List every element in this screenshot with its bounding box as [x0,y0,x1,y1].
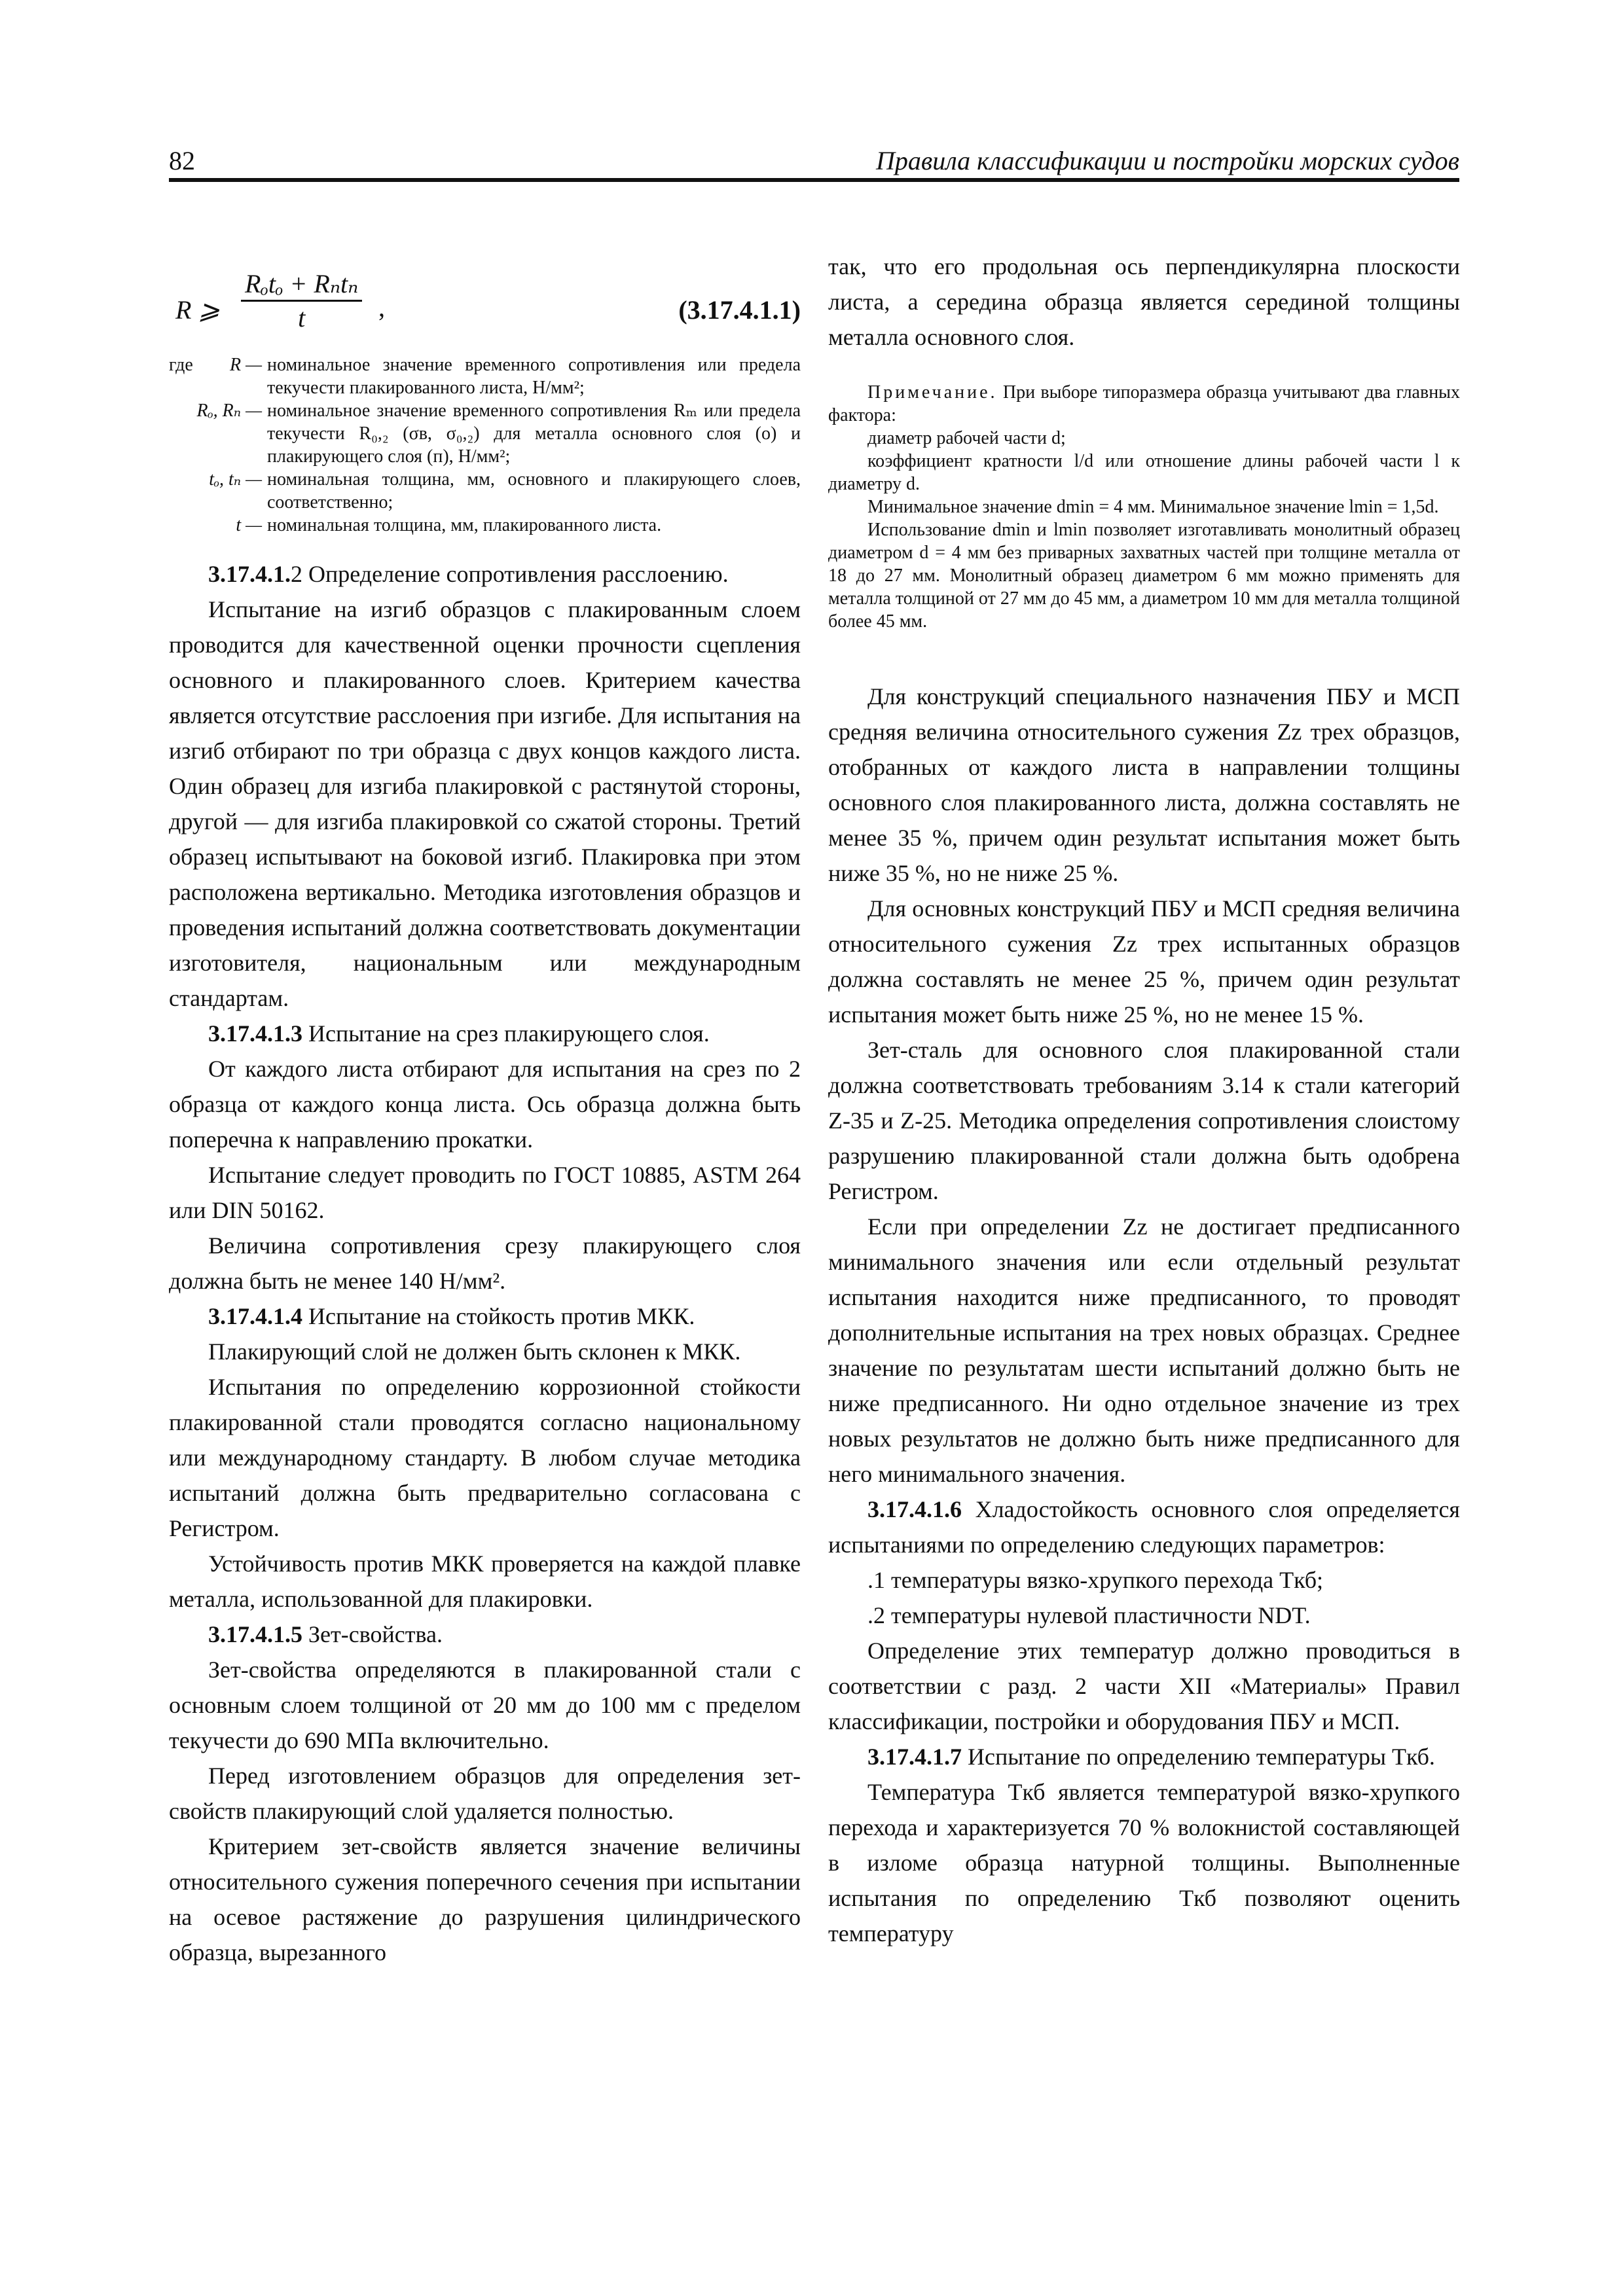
formula-denominator: t [298,303,306,332]
section-number: 3.17.4.1. [208,561,291,587]
paragraph: Критерием зет-свойств является значение величины относительного сужения поперечного сечения при испытании на осевое растяжение до разрушения цилиндрического образца, вырезанного [169,1833,801,1965]
formula-fraction [241,268,362,334]
section-number: 3.17.4.1.4 [208,1303,302,1329]
note-text: При выборе типоразмера образца учитывают два главных фактора: [828,382,1460,425]
section-heading [169,1617,801,1652]
list-item: .2 температуры нулевой пластичности NDT. [867,1602,1311,1628]
paragraph: Зет-свойства определяются в плакированной стали с основным слоем толщиной от 20 мм до 100 мм с пределом текучести до 690 МПа включительно. [169,1657,801,1753]
section-title: Испытание на стойкость против МКК. [302,1303,695,1329]
section-number: 3.17.4.1.7 [867,1744,962,1770]
note-block [828,381,1460,633]
paragraph: Температура Tкб является температурой вязко-хрупкого перехода и характеризуется 70 % волокнистой составляющей в изломе образца натурной толщины. Выполненные испытания по определению Tкб позволяют оценить температуру [828,1779,1460,1946]
section-title: Хладостойкость основного слоя определяется испытаниями по определению следующих параметров: [828,1496,1460,1558]
paragraph: Плакирующий слой не должен быть склонен к МКК. [208,1338,741,1365]
formula-legend [169,353,801,537]
paragraph: Определение этих температур должно проводиться в соответствии с разд. 2 части XII «Материалы» Правил классификации, постройки и оборудования ПБУ и МСП. [828,1638,1460,1734]
paragraph: так, что его продольная ось перпендикулярна плоскости листа, а середина образца является серединой толщины металла основного слоя. [828,253,1460,350]
legend-symbol: Rₒ, Rₙ — [196,401,262,421]
paragraph: Устойчивость против МКК проверяется на каждой плавке металла, использованной для плакировки. [169,1551,801,1612]
section-heading [169,1299,801,1334]
legend-symbol: tₒ, tₙ — [209,469,262,490]
paragraph: Для конструкций специального назначения ПБУ и МСП средняя величина относительного сужения Zz трех образцов, отобранных от каждого листа в направлении толщины основного слоя плакированного листа, должна составлять не менее 35 %, причем один результат испытания может быть ниже 35 %, но не ниже 25 %. [828,683,1460,886]
where-label: где [169,355,193,375]
note-line: Минимальное значение dmin = 4 мм. Минимальное значение lmin = 1,5d. [867,497,1439,517]
note-line: Использование dmin и lmin позволяет изготавливать монолитный образец диаметром d = 4 мм без приварных захватных частей при толщине металла от 18 до 27 мм. Монолитный образец диаметром 6 мм можно применять для металла толщиной от 27 мм до 45 мм, а диаметром 10 мм для металла толщиной более 45 мм. [828,520,1460,632]
legend-symbol: t — [236,515,262,535]
page-number: 82 [169,146,195,175]
paragraph: Испытания по определению коррозионной стойкости плакированной стали проводятся согласно национальному или международному стандарту. В любом случае методика испытаний должна быть предварительно согласована с Регистром. [169,1374,801,1541]
paragraph: Перед изготовлением образцов для определения зет-свойств плакирующий слой удаляется полностью. [169,1763,801,1824]
section-heading [828,1492,1460,1562]
section-title: Испытание на срез плакирующего слоя. [302,1020,710,1047]
section-title: Испытание по определению температуры Tкб. [962,1744,1435,1770]
section-title: Определение сопротивления расслоению. [302,561,729,587]
section-heading [169,1016,801,1051]
paragraph: Для основных конструкций ПБУ и МСП средняя величина относительного сужения Zz трех испытанных образцов должна составлять не менее 25 %, причем один результат испытания может быть ниже 25 %, но не менее 15 %. [828,895,1460,1028]
paragraph: Величина сопротивления срезу плакирующего слоя должна быть не менее 140 Н/мм². [169,1232,801,1294]
formula-number: (3.17.4.1.1) [678,295,801,325]
formula-comma: , [378,293,385,322]
section-heading [828,1739,1460,1774]
note-line: диаметр рабочей части d; [867,428,1066,448]
paragraph: Испытание следует проводить по ГОСТ 10885, ASTM 264 или DIN 50162. [169,1162,801,1223]
paragraph: От каждого листа отбирают для испытания на срез по 2 образца от каждого конца листа. Ось образца должна быть поперечна к направлению прокатки. [169,1056,801,1153]
running-title: Правила классификации и постройки морских судов [875,146,1459,175]
formula-lhs: R ⩾ [175,295,220,325]
paragraph: Зет-сталь для основного слоя плакированной стали должна соответствовать требованиям 3.14 к стали категорий Z-35 и Z-25. Методика определения сопротивления слоистому разрушению плакированной стали должна быть одобрена Регистром. [828,1037,1460,1204]
header-rule [169,178,1459,182]
right-column [828,249,1460,1951]
note-line: коэффициент кратности l/d или отношение длины рабочей части l к диаметру d. [828,451,1460,494]
paragraph: Испытание на изгиб образцов с плакированным слоем проводится для качественной оценки прочности сцепления основного и плакированного слоев. Критерием качества является отсутствие расслоения при изгибе. Для испытания на изгиб отбирают по три образца с двух концов каждого листа. Один образец для изгиба плакировкой с растянутой стороны, другой — для изгиба плакировкой со сжатой стороны. Третий образец испытывают на боковой изгиб. Плакировка при этом расположена вертикально. Методика изготовления образцов и проведения испытаний должна соответствовать документации изготовителя, национальным или международным стандартам. [169,596,801,1011]
formula-numerator: Rₒtₒ + Rₙtₙ [241,268,362,302]
paragraph: Если при определении Zz не достигает предписанного минимального значения или если отдельный результат испытания находится ниже предписанного, то проводят дополнительные испытания на трех новых образцах. Среднее значение по результатам шести испытаний должно быть не ниже предписанного. Ни одно отдельное значение из трех новых результатов не должно быть ниже предписанного для него минимального значения. [828,1213,1460,1487]
note-label: Примечание. [867,382,998,403]
section-heading [169,556,801,592]
formula-3-17-4-1-1 [169,249,801,353]
legend-text: номинальная толщина, мм, плакированного листа. [267,515,662,535]
section-number-suffix: 2 [291,561,302,587]
section-number: 3.17.4.1.3 [208,1020,302,1047]
legend-symbol: R — [230,355,262,375]
left-column [169,249,801,1970]
section-number: 3.17.4.1.6 [867,1496,962,1522]
legend-text: номинальная толщина, мм, основного и плакирующего слоев, соответственно; [267,469,801,512]
section-number: 3.17.4.1.5 [208,1621,302,1647]
list-item: .1 температуры вязко-хрупкого перехода Tкб; [867,1567,1324,1593]
legend-text: номинальное значение временного сопротивления Rₘ или предела текучести R₀,₂ (σв, σ₀,₂) для металла основного слоя (о) и плакирующего слоя (п), Н/мм²; [267,401,801,467]
legend-text: номинальное значение временного сопротивления или предела текучести плакированного листа, Н/мм²; [267,355,801,398]
section-title: Зет-свойства. [302,1621,443,1647]
